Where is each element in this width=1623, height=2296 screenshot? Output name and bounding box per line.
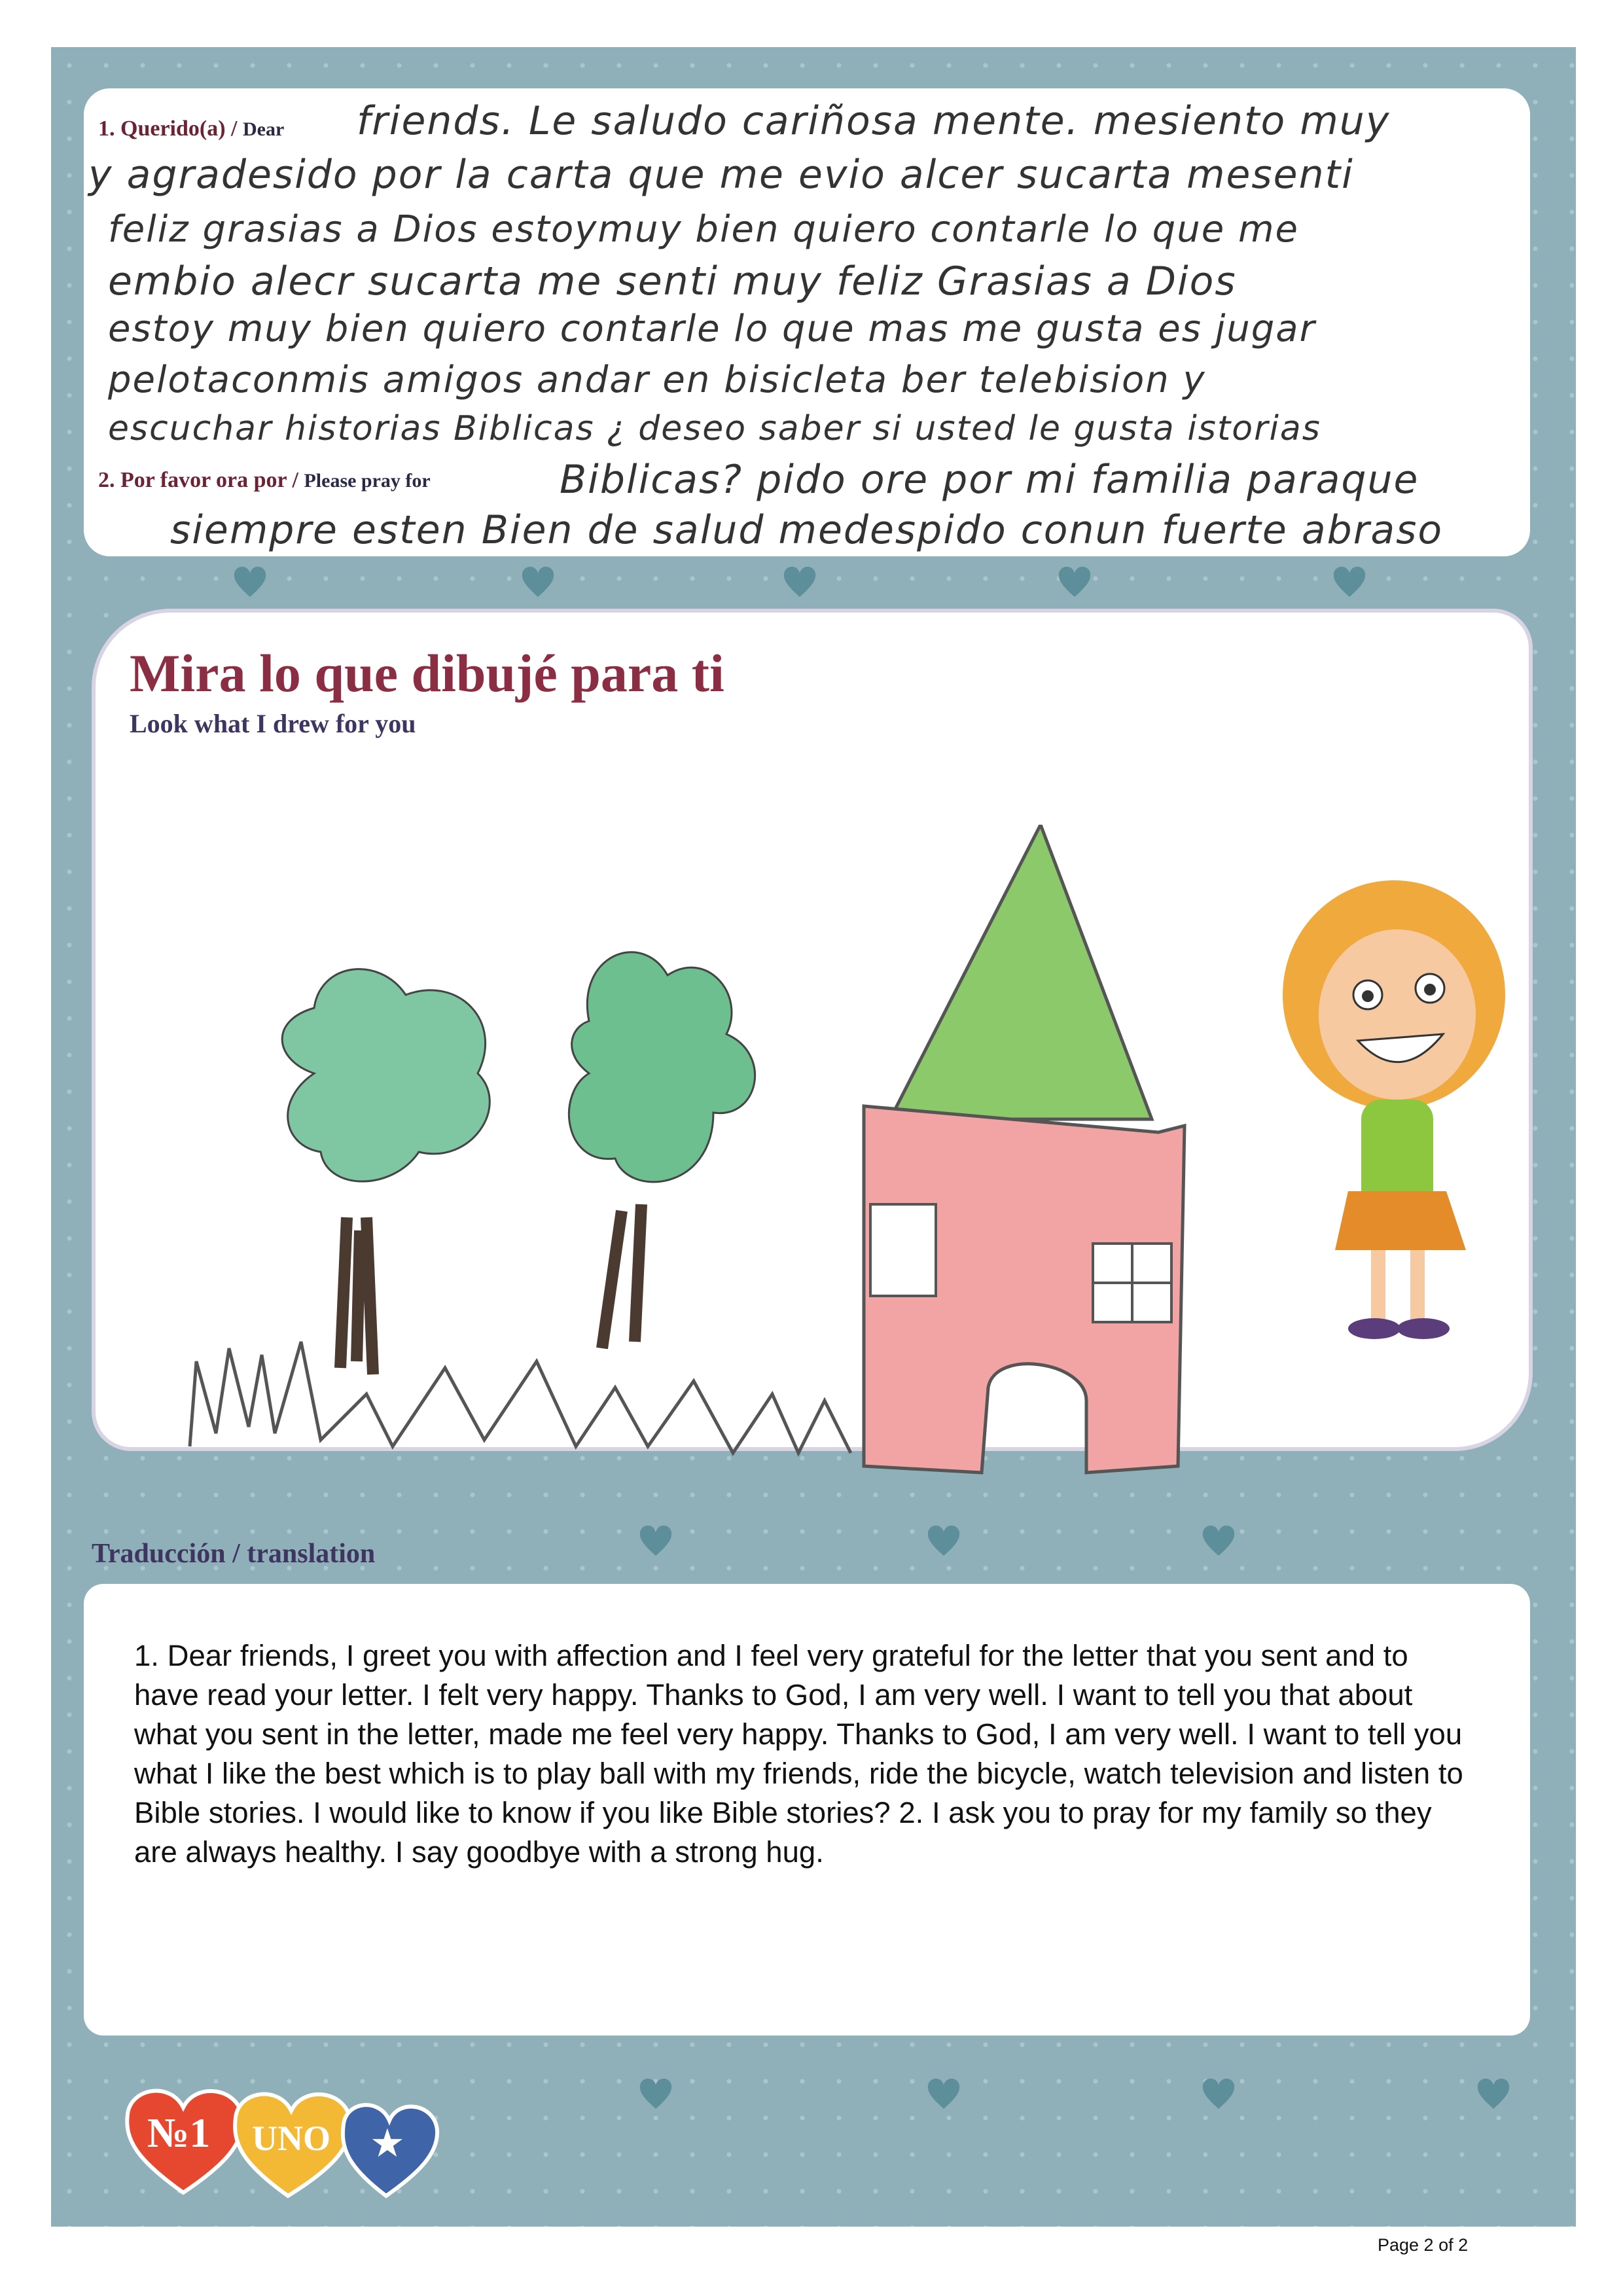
handwriting-line: estoy muy bien quiero contarle lo que mas me gusta es jugar [108, 308, 1316, 350]
girl-illustration [1283, 880, 1505, 1339]
heart-icon [784, 567, 815, 597]
logo-no1: №1 [147, 2109, 211, 2156]
translation-label: Traducción / translation [92, 1539, 376, 1569]
translation-text: 1. Dear friends, I greet you with affection and I feel very grateful for the letter that you sent and to have read your letter. I felt very happy. Thanks to God, I am very well. I want to tell you that about what you sent in the letter, made me feel very happy. Thanks to God, I am very well. I want to tell you what I like the best which is to play ball with my friends, ride the bicycle, watch television and listen to Bible stories. I would like to know if you like Bible stories? 2. I ask you to pray for my family so they are always healthy. I say goodbye with a strong hug. [134, 1639, 1463, 1869]
handwriting-line: pelotaconmis amigos andar en bisicleta ber telebision y [108, 359, 1206, 401]
drawing-title: Mira lo que dibujé para ti [130, 643, 724, 703]
handwriting-line: escuchar historias Biblicas ¿ deseo saber si usted le gusta istorias [108, 409, 1321, 448]
heart-icon [640, 2079, 671, 2109]
handwriting-line: siempre esten Bien de salud medespido conun fuerte abraso [170, 507, 1444, 553]
grass [190, 1342, 851, 1453]
pray-label-es: 2. Por favor ora por / [98, 468, 298, 492]
child-drawing [170, 825, 1577, 1492]
logo-uno: UNO [252, 2119, 330, 2158]
heart-icon [928, 1526, 959, 1556]
house [864, 825, 1185, 1473]
heart-icon [1203, 1526, 1234, 1556]
pray-label-en: Please pray for [304, 470, 431, 492]
heart-icon [522, 567, 554, 597]
heart-icon [234, 567, 266, 597]
pray-label [98, 468, 431, 493]
heart-icon [640, 1526, 671, 1556]
handwriting-line: Biblicas? pido ore por mi familia paraque [560, 457, 1419, 503]
logo-star: ★ [370, 2121, 405, 2166]
tree-left [282, 969, 490, 1374]
heart-icon [928, 2079, 959, 2109]
heart-icon [1478, 2079, 1509, 2109]
handwriting-line: friends. Le saludo cariñosa mente. mesiento muy [357, 98, 1391, 144]
handwriting-line: feliz grasias a Dios estoymuy bien quiero contarle lo que me [108, 208, 1299, 251]
heart-icon [1203, 2079, 1234, 2109]
dear-label-es: 1. Querido(a) / [98, 117, 238, 141]
heart-icon [1334, 567, 1365, 597]
tree-right [569, 952, 755, 1348]
page-number: Page 2 of 2 [1378, 2235, 1469, 2255]
dear-label [98, 117, 284, 141]
drawing-subtitle: Look what I drew for you [130, 709, 416, 738]
dear-label-en: Dear [242, 118, 285, 140]
uno-logo [118, 2068, 510, 2199]
heart-icon [1059, 567, 1090, 597]
handwriting-line: embio alecr sucarta me senti muy feliz Grasias a Dios [108, 259, 1237, 304]
window-left [870, 1204, 936, 1296]
hearts-row-top [51, 564, 1576, 603]
handwriting-line: y agradesido por la carta que me evio alcer sucarta mesenti [88, 152, 1354, 198]
